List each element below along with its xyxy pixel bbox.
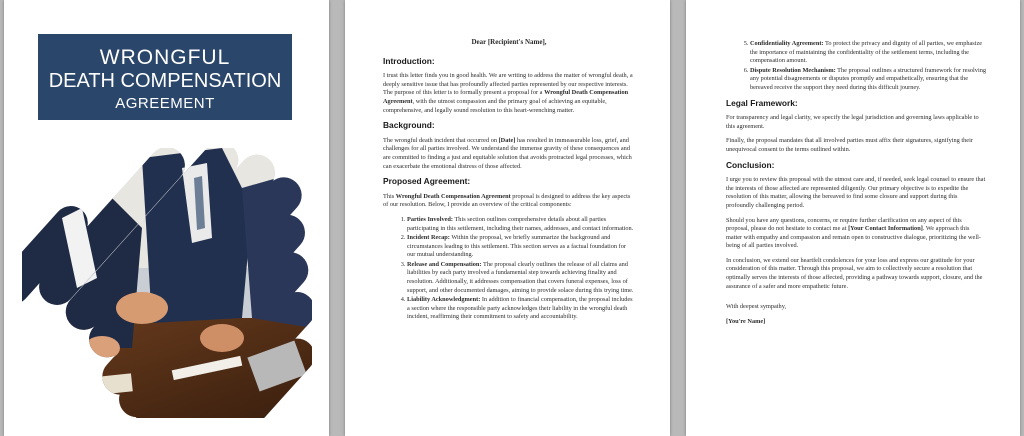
background-paragraph: The wrongful death incident that occurred on [Date] has resulted in immeasurable loss, grief, and challenges for all parties involved. We understand the immense gravity of these consequences and are committed to finding a just and equitable solution that avoids protracted legal processes, which can exacerbate the emotional distress of those affected. — [383, 136, 632, 170]
conclusion-heading: Conclusion: — [726, 159, 775, 170]
list-item: 5. Confidentiality Agreement: To protect the privacy and dignity of all parties, we emphasize the importance of maintaining the confidentiality of the settlement terms, including the compensation amount. — [750, 40, 986, 66]
salutation: Dear [Recipient's Name], — [471, 38, 547, 46]
cover-title-line3: AGREEMENT — [115, 95, 215, 112]
components-list — [383, 216, 635, 322]
proposed-agreement-paragraph: This Wrongful Death Compensation Agreement proposal is designed to address the key aspects of our resolution. Below, I provide an overview of the critical components: — [383, 192, 631, 209]
list-item: 3. Release and Compensation: The proposal clearly outlines the release of all claims and liabilities by each party involved a fundamental step towards achieving finality and resolution. Additionally, it addresses compensation that covers funeral expenses, loss of support, and other documented damages, aiming to provide solace during this trying time. — [407, 261, 635, 295]
cover-title-block — [38, 34, 292, 120]
introduction-heading: Introduction: — [383, 55, 435, 66]
components-list-continued — [726, 40, 986, 93]
cover-title-line2: DEATH COMPENSATION — [48, 70, 282, 92]
letter-page-2 — [686, 0, 1020, 436]
list-item: 6. Dispute Resolution Mechanism: The proposal outlines a structured framework for resolving any potential disagreements or disputes promptly and empathetically, ensuring that the bereaved receive the support they need during this difficult journey. — [750, 67, 986, 93]
legal-paragraph-2: Finally, the proposal mandates that all involved parties must affix their signatures, signifying their unequivocal consent to the terms outlined within. — [726, 137, 973, 153]
conclusion-paragraph-1: I urge you to review this proposal with the utmost care and, if needed, seek legal counsel to ensure that the interests of those affected are represented diligently. Our primary objective is to expedite the resolution of this matter, allowing the bereaved to find some closure and support during this profoundly challenging period. — [726, 176, 986, 209]
proposed-agreement-heading: Proposed Agreement: — [383, 176, 471, 187]
cover-page — [4, 0, 329, 436]
legal-paragraph-1: For transparency and legal clarity, we specify the legal jurisdiction and governing laws applicable to this agreement. — [726, 114, 979, 130]
conclusion-paragraph-3: In conclusion, we extend our heartfelt condolences for your loss and express our gratitude for your consideration of this matter. Through this proposal, we aim to collectively secure a resolution that optimally serves the interests of those affected, providing a pathway towards support, closure, and the assurance of a safer and more empathetic future. — [726, 256, 983, 290]
signature-placeholder: [You're Name] — [726, 317, 766, 325]
cover-title-line1: WRONGFUL — [99, 46, 231, 69]
business-meeting-photo — [22, 148, 312, 418]
introduction-paragraph: I trust this letter finds you in good health. We are writing to address the matter of wrongful death, a deeply sensitive issue that has profoundly affected parties represented by our respective interests. The purpose of this letter is to formally present a proposal for a Wrongful Death Compensation Agreement, with the utmost compassion and the primary goal of achieving an equitable, comprehensive, and legally sound resolution to this heart-wrenching matter. — [383, 72, 633, 114]
letter-page-1 — [345, 0, 670, 436]
conclusion-paragraph-2: Should you have any questions, concerns, or require further clarification on any aspect of this proposal, please do not hesitate to contact me at [Your Contact Information]. We approach this matter with empathy and compassion and remain open to constructive dialogue, prioritizing the well-being of all parties involved. — [726, 216, 981, 250]
background-heading: Background: — [383, 120, 435, 131]
list-item: 1. Parties Involved: This section outlines comprehensive details about all parties participating in this settlement, including their names, addresses, and contact information. — [407, 216, 635, 233]
closing-line: With deepest sympathy, — [726, 303, 787, 311]
legal-framework-heading: Legal Framework: — [726, 97, 798, 108]
list-item: 4. Liability Acknowledgment: In addition to financial compensation, the proposal includes a section where the responsible party acknowledges their liability in the wrongful death incident, reaffirming their commitment to safety and accountability. — [407, 296, 635, 322]
list-item: 2. Incident Recap: Within the proposal, we briefly summarize the background and circumstances leading to this settlement. This section serves as a factual foundation for our mutual understanding. — [407, 234, 635, 260]
